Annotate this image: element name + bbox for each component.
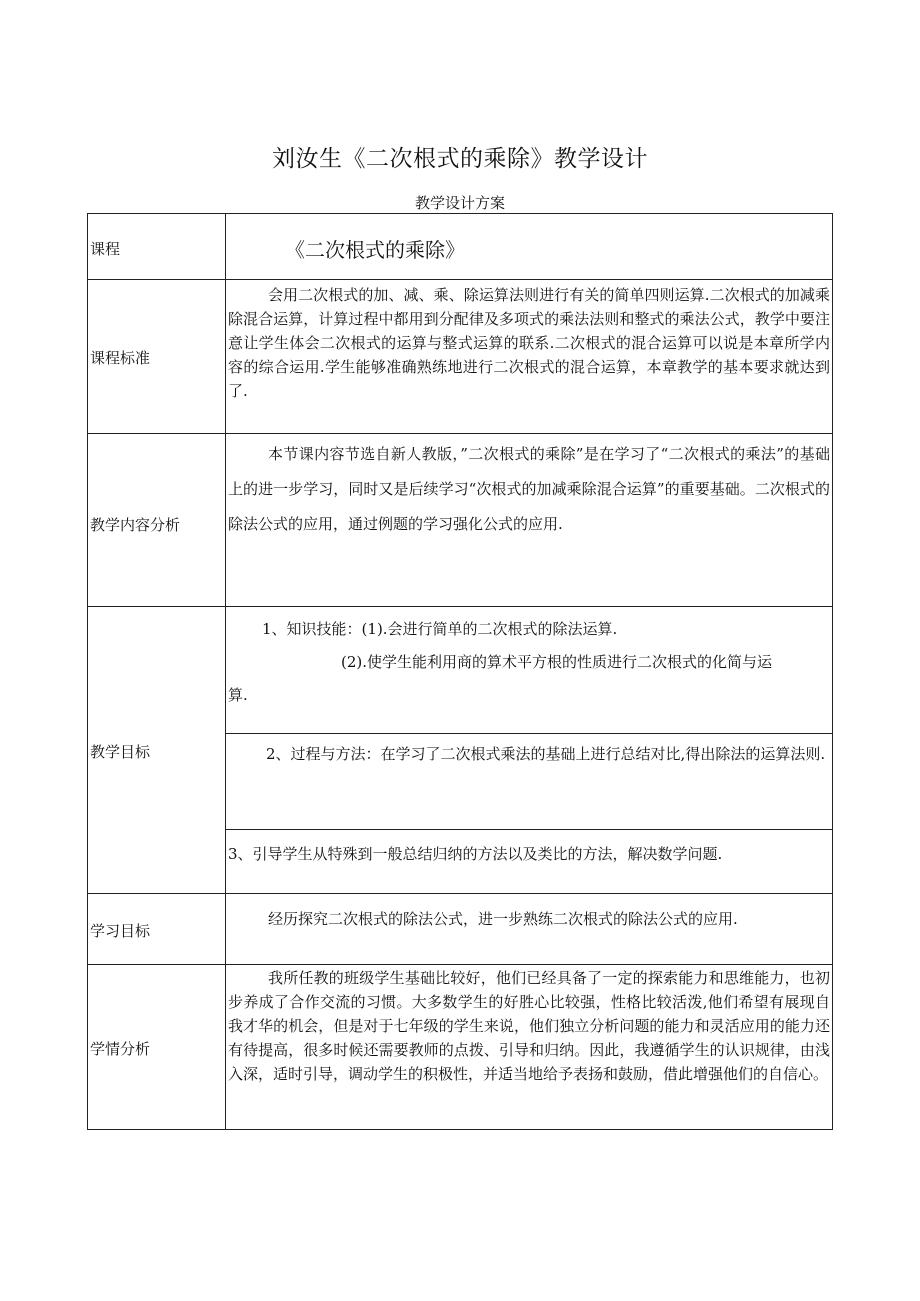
teaching-design-table [87,213,833,1130]
label-learning-goal: 学习目标 [90,922,151,940]
row-divider [88,279,832,280]
goal-process-method: 2、过程与方法：在学习了二次根式乘法的基础上进行总结对比,得出除法的运算法则. [266,745,826,763]
page-subtitle: 教学设计方案 [414,194,505,212]
row-divider [225,733,832,734]
column-divider [225,214,226,1129]
label-student-analysis: 学情分析 [90,1040,151,1058]
content-analysis-text: 本节课内容节选自新人教版，”二次根式的乘除”是在学习了“二次根式的乘法”的基础上的进一步学习，同时又是后续学习“次根式的加减乘除混合运算”的重要基础。二次根式的除法公式的应用，通过例题的学习强化公式的应用. [228,445,830,533]
row-divider [88,606,832,607]
goal-knowledge-line1: 1、知识技能：(1).会进行简单的二次根式的除法运算. [262,620,618,638]
goal-knowledge-line2: (2).使学生能利用商的算术平方根的性质进行二次根式的化简与运 [341,653,773,671]
goal-knowledge-line3: 算. [228,686,248,704]
page-title: 刘汝生《二次根式的乘除》教学设计 [272,146,648,172]
label-curriculum-standard: 课程标准 [90,349,151,367]
row-divider [88,433,832,434]
row-divider [88,893,832,894]
label-content-analysis: 教学内容分析 [90,516,181,534]
course-name: 《二次根式的乘除》 [285,238,465,262]
label-teaching-goals: 教学目标 [90,743,151,761]
student-analysis-text: 我所任教的班级学生基础比较好，他们已经具备了一定的探索能力和思维能力，也初步养成了合作交流的习惯。大多数学生的好胜心比较强，性格比较活泼,他们希望有展现自我才华的机会，但是对于七年级的学生来说，他们独立分析问题的能力和灵活应用的能力还有待提高，很多时候还需要教师的点拨、引导和归纳。因此，我遵循学生的认识规律，由浅入深，适时引导，调动学生的积极性，并适当地给予表扬和鼓励，借此增强他们的自信心。 [228,969,830,1083]
curriculum-standard-text: 会用二次根式的加、减、乘、除运算法则进行有关的简单四则运算.二次根式的加减乘除混合运算，计算过程中都用到分配律及多项式的乘法法则和整式的乘法公式，教学中要注意让学生体会二次根式的运算与整式运算的联系.二次根式的混合运算可以说是本章所学内容的综合运用.学生能够准确熟练地进行二次根式的混合运算，本章教学的基本要求就达到了. [228,286,830,400]
label-course: 课程 [90,240,121,258]
learning-goal-text: 经历探究二次根式的除法公式，进一步熟练二次根式的除法公式的应用. [268,910,738,928]
goal-induction: 3、引导学生从特殊到一般总结归纳的方法以及类比的方法，解决数学问题. [228,845,723,863]
row-divider [88,964,832,965]
row-divider [225,829,832,830]
